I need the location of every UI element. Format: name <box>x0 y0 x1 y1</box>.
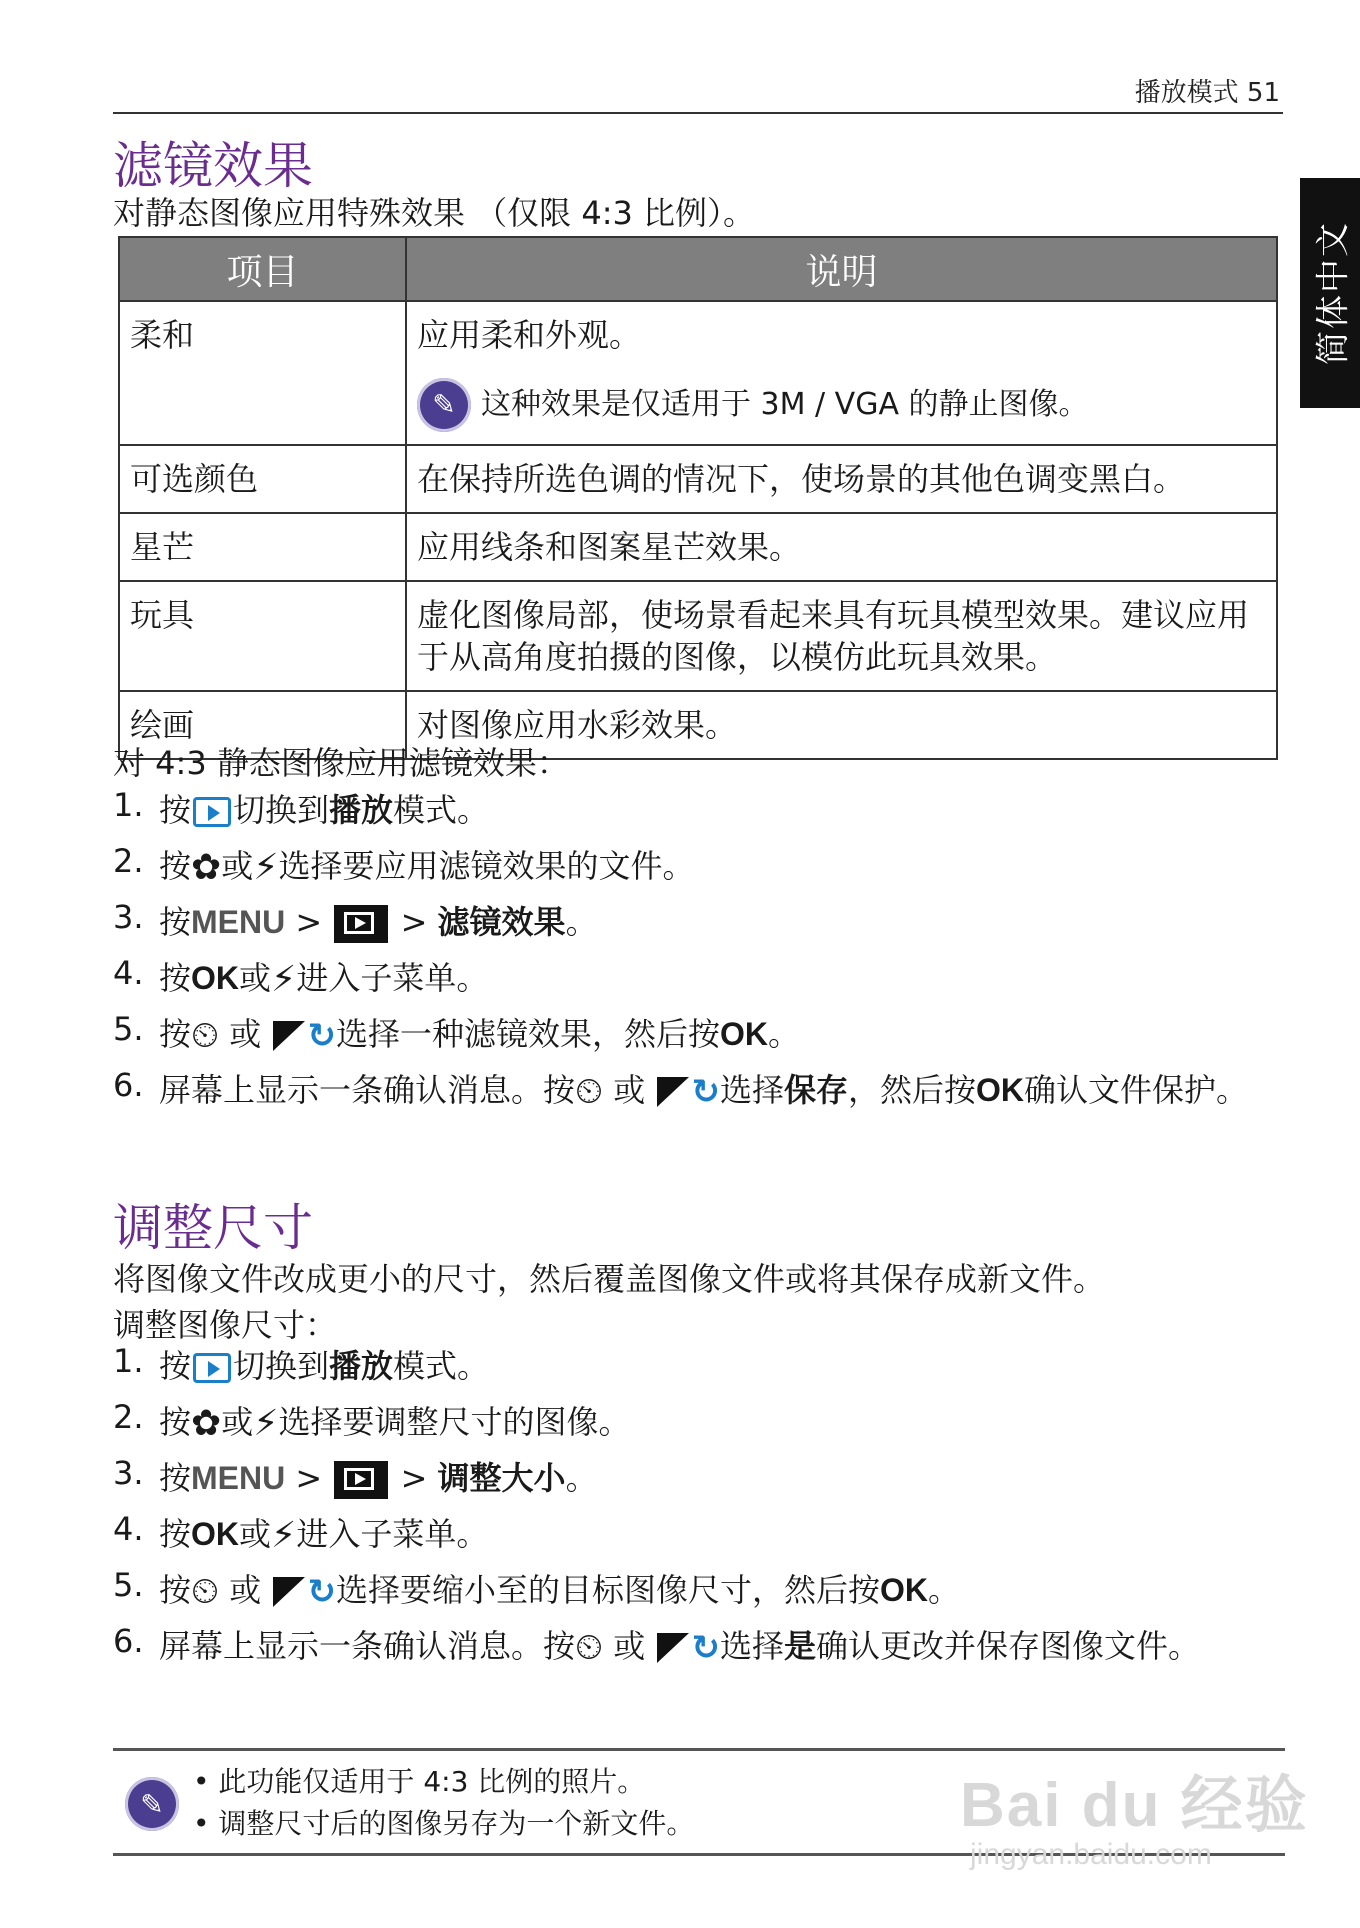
table-row <box>119 513 1277 581</box>
step-keyword: 是 <box>783 1627 816 1665</box>
step-text <box>159 1066 1293 1116</box>
step-text-part: 或 <box>221 847 254 885</box>
resize-steps-intro: 调整图像尺寸： <box>113 1306 338 1344</box>
row-item: 星芒 <box>119 513 406 581</box>
inline-note-text: 这种效果是仅适用于 3M / VGA 的静止图像。 <box>481 387 1089 422</box>
step-number: 1. <box>113 1342 144 1380</box>
menu-keyword: MENU <box>191 904 286 940</box>
rotate-icon: ↻ <box>307 1016 336 1056</box>
ok-keyword: OK <box>191 960 240 996</box>
step-text-part: 模式。 <box>393 791 490 829</box>
list-item <box>113 898 1293 954</box>
list-item <box>113 1566 1293 1622</box>
flash-icon: ⚡ <box>253 1403 279 1444</box>
exposure-icon <box>657 1077 689 1107</box>
playback-icon <box>193 1353 231 1383</box>
step-text-part: 按 <box>159 791 192 829</box>
self-timer-icon: ⏲ <box>575 1071 604 1112</box>
list-item <box>113 954 1293 1010</box>
table-row <box>119 445 1277 513</box>
step-text-part: 屏幕上显示一条确认消息。按 <box>159 1627 576 1665</box>
step-text-part: 选择要缩小至的目标图像尺寸，然后按 <box>335 1571 880 1609</box>
playback-menu-tab-icon <box>334 1461 388 1499</box>
step-keyword: 调整大小 <box>437 1459 566 1497</box>
step-text-part: 按 <box>159 959 192 997</box>
step-keyword: 保存 <box>783 1071 848 1109</box>
filter-effects-table <box>118 236 1278 760</box>
baidu-watermark-url: jingyan.baidu.com <box>970 1838 1212 1871</box>
step-text-part: 。 <box>927 1571 960 1609</box>
header-description: 说明 <box>406 237 1277 301</box>
step-text <box>159 1510 1293 1558</box>
list-item <box>113 1510 1293 1566</box>
list-item: • 此功能仅适用于 4:3 比例的照片。 <box>193 1761 694 1803</box>
pencil-note-icon: ✎ <box>417 378 471 432</box>
exposure-icon <box>273 1577 305 1607</box>
step-text-part: 或 <box>239 1515 272 1553</box>
menu-keyword: MENU <box>191 1460 286 1496</box>
step-text-part: 模式。 <box>393 1347 490 1385</box>
step-text <box>159 1342 1293 1390</box>
step-text <box>159 1454 1293 1502</box>
step-text-part: 进入子菜单。 <box>296 1515 489 1553</box>
step-text-part: 按 <box>159 1459 192 1497</box>
step-text <box>159 842 1293 890</box>
exposure-icon <box>657 1633 689 1663</box>
filter-section-title: 滤镜效果 <box>113 137 313 195</box>
ok-keyword: OK <box>719 1016 768 1052</box>
step-number: 4. <box>113 1510 144 1548</box>
page-header: 播放模式 51 <box>1134 78 1280 108</box>
step-text-part: 按 <box>159 847 192 885</box>
step-keyword: 滤镜效果 <box>437 903 566 941</box>
note-list <box>193 1761 694 1845</box>
step-text-part: 或 <box>239 959 272 997</box>
step-number: 2. <box>113 1398 144 1436</box>
resize-section-intro: 将图像文件改成更小的尺寸，然后覆盖图像文件或将其保存成新文件。 <box>113 1260 1106 1298</box>
filter-steps-list <box>113 786 1293 1116</box>
step-separator: > <box>390 1459 438 1497</box>
list-item <box>113 786 1293 842</box>
header-item: 项目 <box>119 237 406 301</box>
macro-icon: ✿ <box>191 1403 222 1444</box>
resize-steps-list <box>113 1342 1293 1672</box>
playback-menu-tab-icon <box>334 905 388 943</box>
step-text-part: 按 <box>159 1403 192 1441</box>
step-number: 6. <box>113 1066 144 1104</box>
ok-keyword: OK <box>976 1072 1025 1108</box>
ok-keyword: OK <box>879 1572 928 1608</box>
rotate-icon: ↻ <box>307 1572 336 1612</box>
step-number: 1. <box>113 786 144 824</box>
step-text-part: 按 <box>159 903 192 941</box>
step-text-part: 按 <box>159 1015 192 1053</box>
list-item: • 调整尺寸后的图像另存为一个新文件。 <box>193 1803 694 1845</box>
table-header-row <box>119 237 1277 301</box>
flash-icon: ⚡ <box>271 1515 297 1556</box>
filter-section-intro: 对静态图像应用特殊效果 （仅限 4:3 比例）。 <box>113 194 756 232</box>
step-number: 5. <box>113 1566 144 1604</box>
step-text-part: 按 <box>159 1515 192 1553</box>
self-timer-icon: ⏲ <box>575 1627 604 1668</box>
step-text-part: 选择 <box>719 1071 784 1109</box>
row-description: 对图像应用水彩效果。 <box>406 691 1277 759</box>
row-item: 玩具 <box>119 581 406 691</box>
step-text-part: 选择要应用滤镜效果的文件。 <box>278 847 695 885</box>
step-text-part: 确认文件保护。 <box>1024 1071 1249 1109</box>
row-item: 柔和 <box>119 301 406 445</box>
list-item <box>113 1454 1293 1510</box>
step-text-part: 按 <box>159 1571 192 1609</box>
language-tab-label: 简体中文 <box>1313 221 1354 365</box>
step-separator: > <box>285 903 333 941</box>
step-text-part: 或 <box>603 1071 656 1109</box>
self-timer-icon: ⏲ <box>191 1571 220 1612</box>
step-text-part: ，然后按 <box>848 1071 977 1109</box>
ok-keyword: OK <box>191 1516 240 1552</box>
step-number: 3. <box>113 1454 144 1492</box>
header-divider <box>113 112 1283 114</box>
step-number: 2. <box>113 842 144 880</box>
step-number: 5. <box>113 1010 144 1048</box>
row-item: 可选颜色 <box>119 445 406 513</box>
step-keyword: 播放 <box>329 791 394 829</box>
step-text <box>159 1622 1293 1672</box>
row-description <box>406 301 1277 445</box>
pencil-note-icon: ✎ <box>125 1777 179 1831</box>
step-text <box>159 1566 1293 1616</box>
step-keyword: 播放 <box>329 1347 394 1385</box>
list-item <box>113 842 1293 898</box>
row-description: 在保持所选色调的情况下，使场景的其他色调变黑白。 <box>406 445 1277 513</box>
step-text-part: 。 <box>565 1459 598 1497</box>
row-description: 应用线条和图案星芒效果。 <box>406 513 1277 581</box>
macro-icon: ✿ <box>191 847 222 888</box>
step-text <box>159 786 1293 834</box>
row-item: 绘画 <box>119 691 406 759</box>
step-number: 4. <box>113 954 144 992</box>
list-item <box>113 1066 1293 1116</box>
step-separator: > <box>285 1459 333 1497</box>
flash-icon: ⚡ <box>271 959 297 1000</box>
step-text-part: 切换到 <box>233 791 330 829</box>
row-description-text: 应用柔和外观。 <box>417 316 642 354</box>
step-text-part: 进入子菜单。 <box>296 959 489 997</box>
step-number: 3. <box>113 898 144 936</box>
language-tab <box>1300 178 1360 408</box>
rotate-icon: ↻ <box>691 1072 720 1112</box>
exposure-icon <box>273 1021 305 1051</box>
self-timer-icon: ⏲ <box>191 1015 220 1056</box>
step-text-part: 或 <box>221 1403 254 1441</box>
step-text <box>159 1010 1293 1060</box>
rotate-icon: ↻ <box>691 1628 720 1668</box>
step-text-part: 。 <box>565 903 598 941</box>
list-item <box>113 1010 1293 1066</box>
step-text-part: 确认更改并保存图像文件。 <box>816 1627 1201 1665</box>
row-description: 虚化图像局部，使场景看起来具有玩具模型效果。建议应用于从高角度拍摄的图像，以模仿此玩具效果。 <box>406 581 1277 691</box>
flash-icon: ⚡ <box>253 847 279 888</box>
step-text-part: 选择一种滤镜效果，然后按 <box>335 1015 720 1053</box>
list-item <box>113 1342 1293 1398</box>
step-text-part: 选择 <box>719 1627 784 1665</box>
step-text-part: 屏幕上显示一条确认消息。按 <box>159 1071 576 1109</box>
step-text-part: 按 <box>159 1347 192 1385</box>
baidu-watermark: Bai du 经验 <box>960 1771 1309 1840</box>
step-text <box>159 954 1293 1002</box>
list-item <box>113 1398 1293 1454</box>
step-text-part: 或 <box>219 1571 272 1609</box>
filter-steps-intro: 对 4:3 静态图像应用滤镜效果： <box>113 744 569 782</box>
table-row <box>119 301 1277 445</box>
step-text-part: 。 <box>767 1015 800 1053</box>
table-row <box>119 581 1277 691</box>
step-text-part: 或 <box>219 1015 272 1053</box>
step-number: 6. <box>113 1622 144 1660</box>
step-text <box>159 1398 1293 1446</box>
step-text <box>159 898 1293 946</box>
resize-section-title: 调整尺寸 <box>113 1199 313 1257</box>
step-text-part: 切换到 <box>233 1347 330 1385</box>
inline-note <box>417 378 1266 432</box>
step-text-part: 或 <box>603 1627 656 1665</box>
step-text-part: 选择要调整尺寸的图像。 <box>278 1403 631 1441</box>
step-separator: > <box>390 903 438 941</box>
list-item <box>113 1622 1293 1672</box>
playback-icon <box>193 797 231 827</box>
